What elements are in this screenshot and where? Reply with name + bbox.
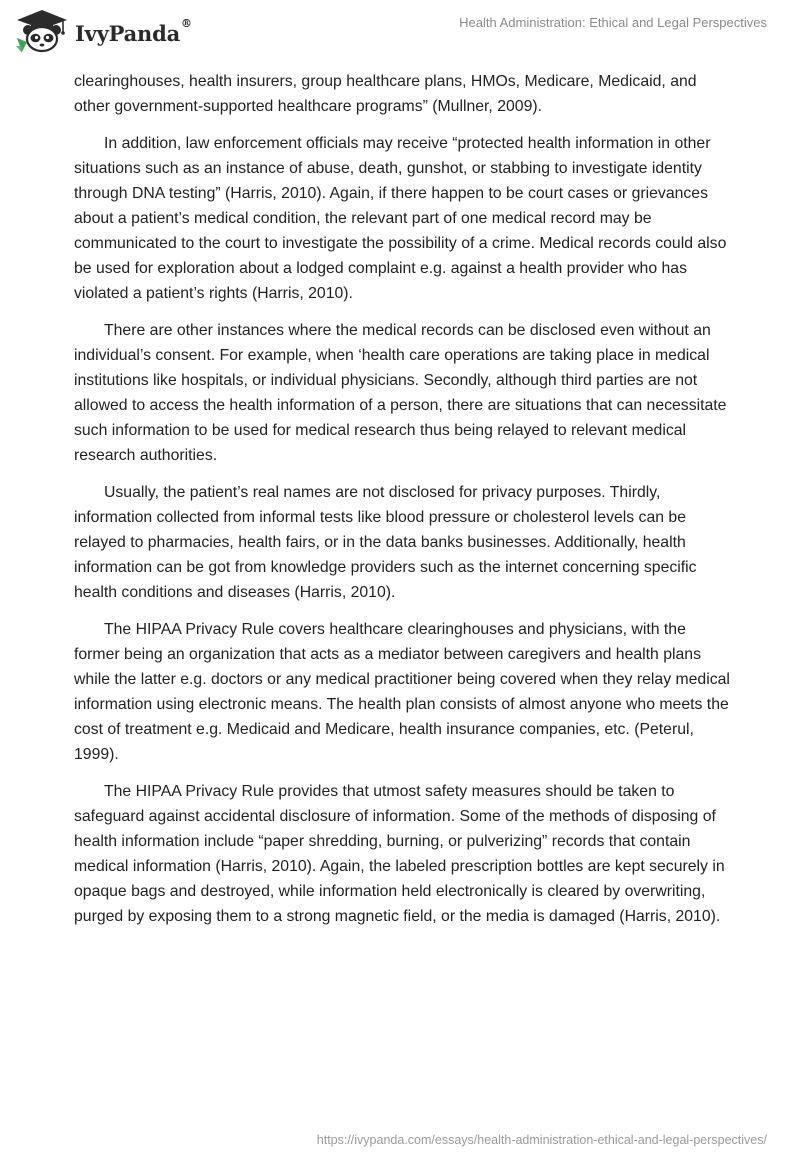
paragraph: The HIPAA Privacy Rule provides that utmost safety measures should be taken to safeguard against accidental disclosure of information. Some of the methods of disposing of health information include “paper shredding, burning, or pulverizing” records that contain medical information (Harris, 2010). Again, the labeled prescription bottles are kept securely in opaque bags and destroyed, while information held electronically is cleared by overwriting, purged by exposing them to a strong magnetic field, or the media is damaged (Harris, 2010).	[74, 783, 725, 925]
page-header	[0, 0, 800, 70]
essay-body	[74, 70, 734, 942]
ivypanda-logo[interactable]	[13, 8, 213, 54]
paragraph: In addition, law enforcement officials may receive “protected health information in other situations such as an instance of abuse, death, gunshot, or stabbing to investigate identity through DNA testing” (Harris, 2010). Again, if there happen to be court cases or grievances about a patient’s medical condition, the relevant part of one medical record may be communicated to the court to investigate the possibility of a crime. Medical records could also be used for exploration about a lodged complaint e.g. against a health provider who has violated a patient’s rights (Harris, 2010).	[74, 135, 727, 302]
paragraph: The HIPAA Privacy Rule covers healthcare clearinghouses and physicians, with the former being an organization that acts as a mediator between caregivers and health plans while the latter e.g. doctors or any medical practitioner being covered when they relay medical information using electronic means. The health plan consists of almost anyone who meets the cost of treatment e.g. Medicaid and Medicare, health insurance companies, etc. (Peterul, 1999).	[74, 621, 730, 763]
paragraph: Usually, the patient’s real names are not disclosed for privacy purposes. Thirdly, information collected from informal tests like blood pressure or cholesterol levels can be relayed to pharmacies, health fairs, or in the data banks businesses. Additionally, health information can be got from knowledge providers such as the internet concerning specific health conditions and diseases (Harris, 2010).	[74, 484, 697, 601]
paragraph: There are other instances where the medical records can be disclosed even without an individual’s consent. For example, when ‘health care operations are taking place in medical institutions like hospitals, or individual physicians. Secondly, although third parties are not allowed to access the health information of a person, there are situations that can necessitate such information to be used for medical research thus being relayed to relevant medical research authorities.	[74, 322, 727, 464]
source-url-link[interactable]: https://ivypanda.com/essays/health-administration-ethical-and-legal-perspectives/	[316, 1133, 767, 1147]
brand-name: IvyPanda®	[75, 17, 192, 46]
panda-graduation-cap-icon	[13, 8, 71, 54]
document-title: Health Administration: Ethical and Legal Perspectives	[459, 15, 767, 30]
paragraph-continued: clearinghouses, health insurers, group healthcare plans, HMOs, Medicare, Medicaid, and other government-supported healthcare programs” (Mullner, 2009).	[74, 73, 697, 115]
